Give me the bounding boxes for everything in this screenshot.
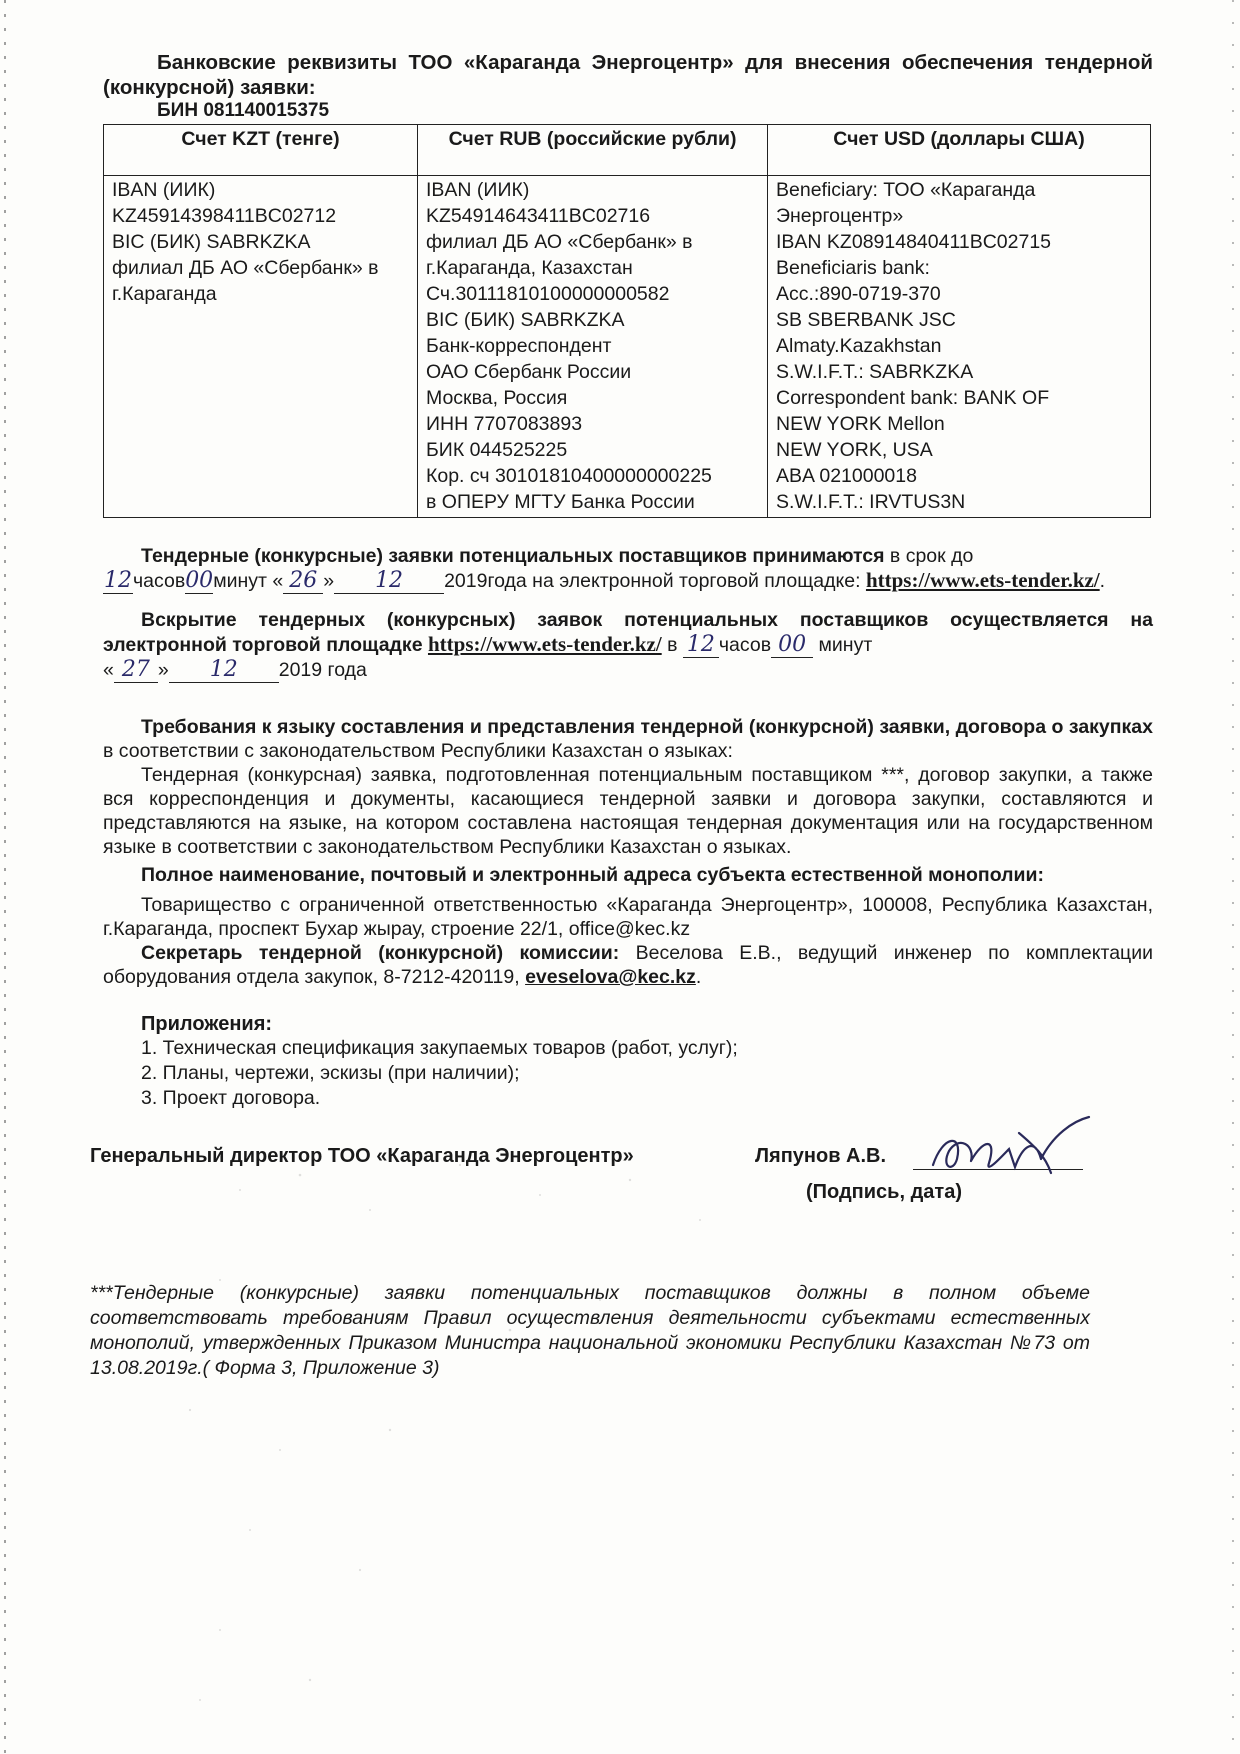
submission-minute-label: минут « — [213, 570, 284, 592]
bank-details-title: Банковские реквизиты ТОО «Караганда Энергоцентр» для внесения обеспечения тендерной (конкурсной) заявки: — [103, 51, 1153, 99]
language-title-tail: в соответствии с законодательством Республики Казахстан о языках: — [103, 740, 733, 762]
usd-line: SB SBERBANK JSC — [776, 309, 956, 331]
address-body: Товарищество с ограниченной ответственностью «Караганда Энергоцентр», 100008, Республика Казахстан, г.Караганда, проспект Бухар жырау, строение 22/1, office@kec.kz — [103, 894, 1153, 940]
usd-line: IBAN KZ08914840411BC02715 — [776, 231, 1052, 253]
list-item: 1. Техническая спецификация закупаемых товаров (работ, услуг); — [141, 1037, 738, 1059]
list-item: 2. Планы, чертежи, эскизы (при наличии); — [141, 1062, 520, 1084]
director-position: Генеральный директор ТОО «Караганда Энергоцентр» — [90, 1145, 634, 1167]
submission-lead: Тендерные (конкурсные) заявки потенциальных поставщиков принимаются — [141, 545, 885, 567]
kzt-account-cell — [104, 176, 418, 518]
rub-line: BIC (БИК) SABRKZKA — [426, 309, 625, 331]
rub-line: IBAN (ИИК) — [426, 179, 530, 201]
table-header-row — [104, 125, 1151, 176]
ets-tender-link[interactable]: https://www.ets-tender.kz/ — [865, 568, 1100, 592]
opening-month: 12 — [169, 658, 279, 683]
header-usd: Счет USD (доллары США) — [768, 125, 1151, 176]
submission-hour-label: часов — [133, 570, 186, 592]
rub-line: БИК 044525225 — [426, 439, 568, 461]
opening-day: 27 — [114, 658, 158, 683]
submission-mid: в срок до — [884, 545, 974, 567]
rub-account-cell — [418, 176, 768, 518]
table-row — [104, 176, 1151, 518]
rub-line: Сч.30111810100000000582 — [426, 283, 670, 305]
rub-line: филиал ДБ АО «Сбербанк» в — [426, 231, 693, 253]
usd-line: Correspondent bank: BANK OF — [776, 387, 1050, 409]
usd-line: NEW YORK Mellon — [776, 413, 945, 435]
rub-line: Москва, Россия — [426, 387, 568, 409]
submission-hour: 12 — [104, 568, 132, 593]
submission-deadline-paragraph — [103, 544, 1153, 594]
rub-line: г.Караганда, Казахстан — [426, 257, 633, 279]
language-title: Требования к языку составления и представления тендерной (конкурсной) заявки, договора о закупках — [141, 716, 1153, 738]
address-title: Полное наименование, почтовый и электронный адреса субъекта естественной монополии: — [141, 864, 1044, 886]
opening-year: 2019 года — [278, 659, 367, 681]
usd-line: S.W.I.F.T.: SABRKZKA — [776, 361, 974, 383]
submission-month: 12 — [334, 569, 444, 594]
rub-line: ИНН 7707083893 — [426, 413, 583, 435]
rub-line: KZ54914643411BC02716 — [426, 205, 651, 227]
rub-line: в ОПЕРУ МГТУ Банка России — [426, 491, 695, 513]
submission-tail: 2019года на электронной торговой площадке: — [444, 570, 866, 592]
opening-lead: Вскрытие тендерных (конкурсных) заявок потенциальных поставщиков осуществляется на электронной торговой площадке — [103, 609, 1153, 656]
secretary-title: Секретарь тендерной (конкурсной) комиссии: — [141, 942, 620, 964]
usd-line: Beneficiary: ТОО «Караганда — [776, 179, 1036, 201]
usd-line: Almaty.Kazakhstan — [776, 335, 942, 357]
handwritten-signature — [923, 1115, 1093, 1185]
footnote: ***Тендерные (конкурсные) заявки потенциальных поставщиков должны в полном объеме соответствовать требованиям Правил осуществления деятельности субъектами естественных монополий, утвержденных Приказом Министра национальной экономики Республики Казахстан №73 от 13.08.2019г.( Форма 3, Приложение 3) — [90, 1282, 1090, 1379]
list-item: 3. Проект договора. — [141, 1087, 321, 1109]
opening-quote-close: » — [157, 659, 169, 681]
usd-line: Acc.:890-0719-370 — [776, 283, 941, 305]
secretary-end: . — [695, 966, 702, 988]
kzt-line: IBAN (ИИК) — [112, 179, 216, 201]
opening-minute-label: минут — [813, 634, 873, 656]
signature-caption: (Подпись, дата) — [806, 1181, 962, 1203]
submission-day: 26 — [283, 569, 323, 594]
bank-details-table — [103, 124, 1151, 518]
secretary-email-link[interactable]: eveselova@kec.kz — [525, 966, 696, 988]
submission-end: . — [1099, 570, 1106, 592]
usd-account-cell — [768, 176, 1151, 518]
bin-number: БИН 081140015375 — [157, 100, 330, 121]
secretary-paragraph — [103, 941, 1153, 989]
kzt-line: KZ45914398411BC02712 — [112, 205, 337, 227]
opening-v: в — [661, 634, 683, 656]
rub-line: Банк-корреспондент — [426, 335, 612, 357]
appendices-title: Приложения: — [141, 1013, 273, 1035]
header-rub: Счет RUB (российские рубли) — [418, 125, 768, 176]
opening-hour: 12 — [683, 633, 719, 658]
scan-edge-right — [1232, 0, 1234, 1754]
scan-edge-left — [4, 0, 6, 1754]
usd-line: ABA 021000018 — [776, 465, 917, 487]
opening-hour-label: часов — [718, 634, 772, 656]
submission-minute: 00 — [185, 568, 214, 593]
usd-line: NEW YORK, USA — [776, 439, 933, 461]
opening-paragraph — [103, 608, 1153, 683]
usd-line: Beneficiaris bank: — [776, 257, 930, 279]
usd-line: S.W.I.F.T.: IRVTUS3N — [776, 491, 966, 513]
opening-quote-open: « — [103, 659, 114, 681]
usd-line: Энергоцентр» — [776, 205, 904, 227]
ets-tender-link-opening[interactable]: https://www.ets-tender.kz/ — [427, 632, 662, 656]
rub-line: Кор. сч 30101810400000000225 — [426, 465, 712, 487]
language-requirements-body: Тендерная (конкурсная) заявка, подготовленная потенциальным поставщиком ***, договор закупки, а также вся корреспонденция и документы, касающиеся тендерной заявки и договора закупки, составляются и представляются на языке, на котором составлена настоящая тендерная документация или на государственном языке в соответствии с законодательством Республики Казахстан о языках. — [103, 764, 1153, 858]
kzt-line: филиал ДБ АО «Сбербанк» в — [112, 257, 379, 279]
opening-minute: 00 — [771, 633, 813, 658]
submission-quote-close: » — [323, 570, 335, 592]
document-body — [90, 50, 1153, 1381]
kzt-line: г.Караганда — [112, 283, 217, 305]
rub-line: ОАО Сбербанк России — [426, 361, 632, 383]
kzt-line: BIC (БИК) SABRKZKA — [112, 231, 311, 253]
language-requirements-title — [103, 715, 1153, 763]
signature-block — [90, 1139, 1153, 1209]
director-name: Ляпунов А.В. — [755, 1145, 887, 1167]
header-kzt: Счет KZT (тенге) — [104, 125, 418, 176]
secretary-body: Веселова Е.В., ведущий инженер по комплектации оборудования отдела закупок, 8-7212-420119, — [103, 942, 1153, 988]
